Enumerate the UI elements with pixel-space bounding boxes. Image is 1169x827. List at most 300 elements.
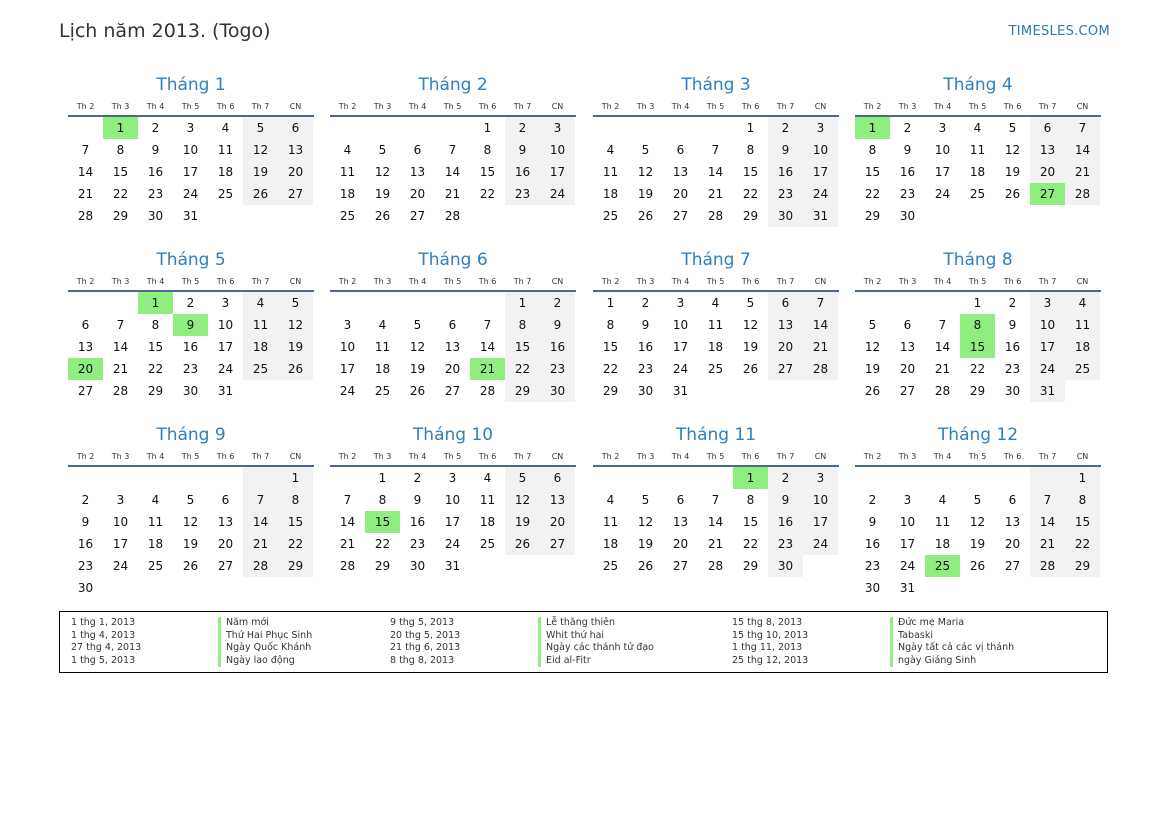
day-cell: 22 bbox=[742, 187, 759, 201]
weekday-label: Th 6 bbox=[478, 102, 497, 111]
day-cell: 2 bbox=[81, 493, 90, 507]
legend-date: 1 thg 11, 2013 bbox=[732, 642, 803, 653]
day-cell: 5 bbox=[868, 318, 877, 332]
day-cell: 27 bbox=[1004, 559, 1021, 573]
day-cell: 20 bbox=[1030, 161, 1065, 183]
empty-cell bbox=[855, 292, 890, 314]
week-row bbox=[593, 467, 839, 489]
day-cell: 5 bbox=[243, 117, 278, 139]
week-row bbox=[855, 292, 1101, 314]
empty-cell bbox=[540, 205, 575, 227]
day-cell: 3 bbox=[803, 467, 838, 489]
day-cell: 17 bbox=[672, 340, 689, 354]
weekday-label: CN bbox=[814, 452, 827, 461]
day-cell: 28 bbox=[479, 384, 496, 398]
day-cell: 22 bbox=[969, 362, 986, 376]
day-cell: 24 bbox=[803, 183, 838, 205]
day-cell: 25 bbox=[479, 537, 496, 551]
legend-date: 1 thg 1, 2013 bbox=[71, 617, 136, 628]
day-cell: 23 bbox=[768, 533, 803, 555]
week-row bbox=[855, 577, 1101, 599]
weekday-label: Th 3 bbox=[111, 277, 130, 286]
week-row bbox=[855, 139, 1101, 161]
day-cell: 31 bbox=[803, 205, 838, 227]
week-row bbox=[330, 555, 576, 577]
week-row bbox=[330, 489, 576, 511]
week-row bbox=[593, 183, 839, 205]
empty-cell bbox=[698, 117, 733, 139]
day-cell: 15 bbox=[864, 165, 881, 179]
weekday-label: Th 5 bbox=[968, 277, 987, 286]
day-cell: 23 bbox=[637, 362, 654, 376]
weekday-label: Th 5 bbox=[706, 452, 725, 461]
weekday-label: Th 6 bbox=[1003, 452, 1022, 461]
day-cell: 7 bbox=[243, 489, 278, 511]
weekday-label: Th 7 bbox=[776, 452, 795, 461]
weekday-header bbox=[330, 274, 576, 292]
month-name: Tháng 8 bbox=[943, 250, 1013, 270]
day-cell: 18 bbox=[147, 537, 164, 551]
empty-cell bbox=[243, 467, 278, 489]
weekday-label: Th 3 bbox=[111, 452, 130, 461]
weekday-label: Th 5 bbox=[181, 452, 200, 461]
week-row bbox=[593, 336, 839, 358]
day-cell: 26 bbox=[409, 384, 426, 398]
day-cell: 29 bbox=[742, 209, 759, 223]
legend-holiday-name: ngày Giáng Sinh bbox=[890, 655, 1014, 668]
day-cell: 24 bbox=[672, 362, 689, 376]
day-cell: 25 bbox=[217, 187, 234, 201]
week-row bbox=[330, 380, 576, 402]
empty-cell bbox=[628, 117, 663, 139]
month-calendar bbox=[593, 74, 839, 227]
day-cell: 16 bbox=[182, 340, 199, 354]
day-cell: 10 bbox=[182, 143, 199, 157]
month-calendar bbox=[330, 249, 576, 402]
day-cell: 24 bbox=[899, 559, 916, 573]
week-row bbox=[68, 511, 314, 533]
weekday-label: Th 5 bbox=[181, 277, 200, 286]
day-cell: 8 bbox=[868, 143, 877, 157]
day-cell: 30 bbox=[768, 555, 803, 577]
weekday-header bbox=[855, 99, 1101, 117]
week-row bbox=[68, 533, 314, 555]
day-cell: 31 bbox=[444, 559, 461, 573]
day-cell: 27 bbox=[768, 358, 803, 380]
month-name: Tháng 2 bbox=[418, 75, 488, 95]
empty-cell bbox=[663, 117, 698, 139]
day-cell: 9 bbox=[768, 489, 803, 511]
day-cell: 9 bbox=[540, 314, 575, 336]
day-cell: 23 bbox=[864, 559, 881, 573]
legend-date: 21 thg 6, 2013 bbox=[390, 642, 461, 653]
day-cell: 20 bbox=[672, 187, 689, 201]
empty-cell bbox=[540, 555, 575, 577]
weekday-header bbox=[855, 449, 1101, 467]
day-cell: 7 bbox=[81, 143, 90, 157]
day-cell: 11 bbox=[969, 143, 986, 157]
day-cell: 6 bbox=[903, 318, 912, 332]
empty-cell bbox=[995, 577, 1030, 599]
day-cell: 19 bbox=[969, 537, 986, 551]
day-cell: 9 bbox=[903, 143, 912, 157]
empty-cell bbox=[103, 292, 138, 314]
empty-cell bbox=[470, 555, 505, 577]
legend-date: 15 thg 8, 2013 bbox=[732, 617, 803, 628]
weekday-label: Th 5 bbox=[706, 102, 725, 111]
day-cell: 13 bbox=[1030, 139, 1065, 161]
day-cell: 8 bbox=[483, 143, 492, 157]
weekday-label: Th 6 bbox=[216, 102, 235, 111]
day-cell: 7 bbox=[803, 292, 838, 314]
day-cell: 25 bbox=[1065, 358, 1100, 380]
day-cell: 17 bbox=[934, 165, 951, 179]
day-cell: 25 bbox=[374, 384, 391, 398]
day-cell: 26 bbox=[505, 533, 540, 555]
day-cell: 17 bbox=[339, 362, 356, 376]
week-row bbox=[330, 183, 576, 205]
day-cell: 24 bbox=[444, 537, 461, 551]
day-cell: 8 bbox=[278, 489, 313, 511]
day-cell: 26 bbox=[864, 384, 881, 398]
day-cell: 13 bbox=[672, 165, 689, 179]
day-cell: 23 bbox=[147, 187, 164, 201]
day-cell: 22 bbox=[278, 533, 313, 555]
day-cell: 13 bbox=[278, 139, 313, 161]
week-row bbox=[68, 161, 314, 183]
weekday-label: Th 6 bbox=[741, 277, 760, 286]
day-cell: 18 bbox=[217, 165, 234, 179]
day-cell: 3 bbox=[116, 493, 125, 507]
day-cell: 14 bbox=[803, 314, 838, 336]
day-cell: 19 bbox=[637, 537, 654, 551]
day-cell: 25 bbox=[707, 362, 724, 376]
empty-cell bbox=[68, 117, 103, 139]
day-cell: 20 bbox=[899, 362, 916, 376]
day-cell: 24 bbox=[803, 533, 838, 555]
day-cell: 20 bbox=[768, 336, 803, 358]
weekday-label: Th 5 bbox=[968, 102, 987, 111]
day-cell: 12 bbox=[409, 340, 426, 354]
day-cell: 7 bbox=[711, 143, 720, 157]
empty-cell bbox=[960, 467, 995, 489]
day-cell: 20 bbox=[540, 511, 575, 533]
day-cell: 27 bbox=[217, 559, 234, 573]
day-cell: 26 bbox=[1004, 187, 1021, 201]
day-cell: 9 bbox=[413, 493, 422, 507]
day-cell: 23 bbox=[409, 537, 426, 551]
weekday-header bbox=[330, 99, 576, 117]
weekday-label: Th 5 bbox=[968, 452, 987, 461]
empty-cell bbox=[1030, 205, 1065, 227]
day-cell: 12 bbox=[182, 515, 199, 529]
week-row bbox=[855, 336, 1101, 358]
day-cell: 17 bbox=[1030, 336, 1065, 358]
week-row bbox=[593, 511, 839, 533]
legend-holiday-name: Đức mẹ Maria bbox=[890, 617, 1014, 630]
day-cell: 30 bbox=[899, 209, 916, 223]
month-name: Tháng 3 bbox=[681, 75, 751, 95]
weekday-label: Th 2 bbox=[863, 102, 882, 111]
week-row bbox=[855, 511, 1101, 533]
week-row bbox=[593, 117, 839, 139]
day-cell: 9 bbox=[151, 143, 160, 157]
month-name: Tháng 1 bbox=[156, 75, 226, 95]
weekday-label: Th 4 bbox=[408, 452, 427, 461]
day-cell: 1 bbox=[483, 121, 492, 135]
empty-cell bbox=[768, 380, 803, 402]
day-cell: 11 bbox=[602, 165, 619, 179]
empty-cell bbox=[733, 380, 768, 402]
weekday-label: Th 4 bbox=[408, 102, 427, 111]
weekday-label: Th 7 bbox=[251, 277, 270, 286]
day-cell: 26 bbox=[637, 559, 654, 573]
day-cell: 23 bbox=[77, 559, 94, 573]
day-cell: 21 bbox=[803, 336, 838, 358]
empty-cell bbox=[470, 205, 505, 227]
day-cell: 19 bbox=[742, 340, 759, 354]
day-cell: 6 bbox=[81, 318, 90, 332]
day-cell: 17 bbox=[540, 161, 575, 183]
page-title: Lịch năm 2013. (Togo) bbox=[59, 20, 271, 42]
day-cell: 4 bbox=[243, 292, 278, 314]
day-cell: 25 bbox=[339, 209, 356, 223]
week-row bbox=[330, 533, 576, 555]
empty-cell bbox=[960, 205, 995, 227]
weekday-label: Th 3 bbox=[636, 277, 655, 286]
day-cell: 15 bbox=[365, 511, 400, 533]
weekday-label: Th 3 bbox=[373, 277, 392, 286]
day-cell: 14 bbox=[112, 340, 129, 354]
empty-cell bbox=[330, 117, 365, 139]
day-cell: 22 bbox=[112, 187, 129, 201]
day-cell: 3 bbox=[1030, 292, 1065, 314]
weekday-label: Th 7 bbox=[776, 277, 795, 286]
day-cell: 21 bbox=[470, 358, 505, 380]
weekday-label: Th 7 bbox=[513, 102, 532, 111]
day-cell: 31 bbox=[217, 384, 234, 398]
day-cell: 16 bbox=[637, 340, 654, 354]
day-cell: 5 bbox=[413, 318, 422, 332]
weekday-header bbox=[68, 274, 314, 292]
day-cell: 26 bbox=[278, 358, 313, 380]
weekday-header bbox=[68, 99, 314, 117]
empty-cell bbox=[925, 577, 960, 599]
empty-cell bbox=[663, 467, 698, 489]
day-cell: 14 bbox=[707, 515, 724, 529]
day-cell: 12 bbox=[374, 165, 391, 179]
day-cell: 6 bbox=[413, 143, 422, 157]
weekday-label: Th 6 bbox=[478, 452, 497, 461]
month-calendar bbox=[855, 74, 1101, 227]
legend-holiday-name: Thứ Hai Phục Sinh bbox=[218, 630, 312, 643]
day-cell: 22 bbox=[602, 362, 619, 376]
day-cell: 6 bbox=[540, 467, 575, 489]
empty-cell bbox=[593, 467, 628, 489]
week-row bbox=[593, 205, 839, 227]
day-cell: 13 bbox=[444, 340, 461, 354]
legend-date: 27 thg 4, 2013 bbox=[71, 642, 142, 653]
day-cell: 20 bbox=[409, 187, 426, 201]
day-cell: 24 bbox=[112, 559, 129, 573]
weekday-label: Th 2 bbox=[76, 102, 95, 111]
month-name: Tháng 4 bbox=[943, 75, 1013, 95]
empty-cell bbox=[925, 205, 960, 227]
empty-cell bbox=[365, 117, 400, 139]
day-cell: 25 bbox=[925, 555, 960, 577]
empty-cell bbox=[278, 205, 313, 227]
day-cell: 15 bbox=[112, 165, 129, 179]
empty-cell bbox=[173, 467, 208, 489]
empty-cell bbox=[243, 205, 278, 227]
weekday-label: Th 3 bbox=[373, 452, 392, 461]
day-cell: 23 bbox=[1004, 362, 1021, 376]
day-cell: 18 bbox=[243, 336, 278, 358]
legend-dates-column bbox=[732, 617, 808, 667]
day-cell: 14 bbox=[707, 165, 724, 179]
weekday-label: Th 7 bbox=[1038, 102, 1057, 111]
week-row bbox=[855, 555, 1101, 577]
day-cell: 5 bbox=[505, 467, 540, 489]
day-cell: 31 bbox=[1030, 380, 1065, 402]
empty-cell bbox=[803, 380, 838, 402]
day-cell: 4 bbox=[221, 121, 230, 135]
month-calendar bbox=[593, 249, 839, 402]
day-cell: 23 bbox=[540, 358, 575, 380]
day-cell: 30 bbox=[768, 205, 803, 227]
day-cell: 20 bbox=[278, 161, 313, 183]
day-cell: 3 bbox=[540, 117, 575, 139]
day-cell: 29 bbox=[969, 384, 986, 398]
weekday-label: Th 7 bbox=[1038, 452, 1057, 461]
day-cell: 19 bbox=[864, 362, 881, 376]
day-cell: 18 bbox=[1065, 336, 1100, 358]
week-row bbox=[593, 314, 839, 336]
legend-date: 20 thg 5, 2013 bbox=[390, 629, 461, 641]
day-cell: 8 bbox=[151, 318, 160, 332]
calendar-grid bbox=[68, 74, 1102, 599]
day-cell: 12 bbox=[1004, 143, 1021, 157]
day-cell: 3 bbox=[903, 493, 912, 507]
day-cell: 28 bbox=[77, 209, 94, 223]
empty-cell bbox=[278, 380, 313, 402]
weekday-header bbox=[593, 99, 839, 117]
day-cell: 14 bbox=[934, 340, 951, 354]
day-cell: 8 bbox=[1065, 489, 1100, 511]
day-cell: 30 bbox=[182, 384, 199, 398]
weekday-label: Th 3 bbox=[111, 102, 130, 111]
day-cell: 1 bbox=[973, 296, 982, 310]
legend-names-column bbox=[890, 617, 1014, 667]
day-cell: 2 bbox=[413, 471, 422, 485]
day-cell: 8 bbox=[746, 143, 755, 157]
day-cell: 30 bbox=[147, 209, 164, 223]
weekday-label: Th 2 bbox=[601, 452, 620, 461]
week-row bbox=[68, 467, 314, 489]
week-row bbox=[330, 205, 576, 227]
empty-cell bbox=[995, 205, 1030, 227]
legend-date: 1 thg 5, 2013 bbox=[71, 654, 136, 666]
empty-cell bbox=[278, 577, 313, 599]
day-cell: 11 bbox=[1065, 314, 1100, 336]
day-cell: 16 bbox=[147, 165, 164, 179]
empty-cell bbox=[1030, 467, 1065, 489]
empty-cell bbox=[960, 577, 995, 599]
day-cell: 5 bbox=[1008, 121, 1017, 135]
legend-date: 1 thg 4, 2013 bbox=[71, 629, 136, 641]
empty-cell bbox=[1065, 577, 1100, 599]
site-brand-link[interactable]: TIMESLES.COM bbox=[1008, 24, 1110, 39]
day-cell: 25 bbox=[243, 358, 278, 380]
day-cell: 16 bbox=[864, 537, 881, 551]
legend-date: 15 thg 10, 2013 bbox=[732, 629, 809, 641]
empty-cell bbox=[855, 467, 890, 489]
weekday-label: CN bbox=[1076, 102, 1089, 111]
day-cell: 12 bbox=[243, 139, 278, 161]
empty-cell bbox=[435, 117, 470, 139]
day-cell: 12 bbox=[969, 515, 986, 529]
weekday-label: Th 3 bbox=[898, 102, 917, 111]
day-cell: 1 bbox=[855, 117, 890, 139]
empty-cell bbox=[925, 292, 960, 314]
day-cell: 16 bbox=[768, 161, 803, 183]
week-row bbox=[855, 380, 1101, 402]
day-cell: 28 bbox=[707, 559, 724, 573]
day-cell: 16 bbox=[1004, 340, 1021, 354]
weekday-label: Th 4 bbox=[408, 277, 427, 286]
day-cell: 24 bbox=[540, 183, 575, 205]
legend-holiday-name: Ngày tất cả các vị thánh bbox=[890, 642, 1014, 655]
day-cell: 7 bbox=[116, 318, 125, 332]
day-cell: 15 bbox=[147, 340, 164, 354]
day-cell: 2 bbox=[540, 292, 575, 314]
weekday-label: Th 2 bbox=[601, 277, 620, 286]
weekday-header bbox=[593, 449, 839, 467]
day-cell: 16 bbox=[899, 165, 916, 179]
day-cell: 18 bbox=[374, 362, 391, 376]
day-cell: 10 bbox=[339, 340, 356, 354]
weekday-label: Th 4 bbox=[933, 452, 952, 461]
week-row bbox=[855, 161, 1101, 183]
day-cell: 19 bbox=[637, 187, 654, 201]
week-row bbox=[855, 533, 1101, 555]
day-cell: 4 bbox=[938, 493, 947, 507]
day-cell: 15 bbox=[479, 165, 496, 179]
day-cell: 21 bbox=[77, 187, 94, 201]
day-cell: 10 bbox=[1030, 314, 1065, 336]
empty-cell bbox=[103, 577, 138, 599]
weekday-label: Th 5 bbox=[443, 102, 462, 111]
week-row bbox=[68, 489, 314, 511]
day-cell: 18 bbox=[602, 187, 619, 201]
day-cell: 19 bbox=[182, 537, 199, 551]
weekday-label: Th 6 bbox=[216, 452, 235, 461]
empty-cell bbox=[890, 467, 925, 489]
empty-cell bbox=[803, 555, 838, 577]
week-row bbox=[593, 161, 839, 183]
day-cell: 7 bbox=[711, 493, 720, 507]
week-row bbox=[330, 139, 576, 161]
weekday-label: Th 2 bbox=[338, 277, 357, 286]
legend-holiday-name: Whit thứ hai bbox=[538, 630, 654, 643]
day-cell: 9 bbox=[641, 318, 650, 332]
day-cell: 22 bbox=[742, 537, 759, 551]
day-cell: 20 bbox=[672, 537, 689, 551]
day-cell: 1 bbox=[505, 292, 540, 314]
day-cell: 11 bbox=[243, 314, 278, 336]
day-cell: 3 bbox=[343, 318, 352, 332]
legend-date: 25 thg 12, 2013 bbox=[732, 654, 809, 666]
